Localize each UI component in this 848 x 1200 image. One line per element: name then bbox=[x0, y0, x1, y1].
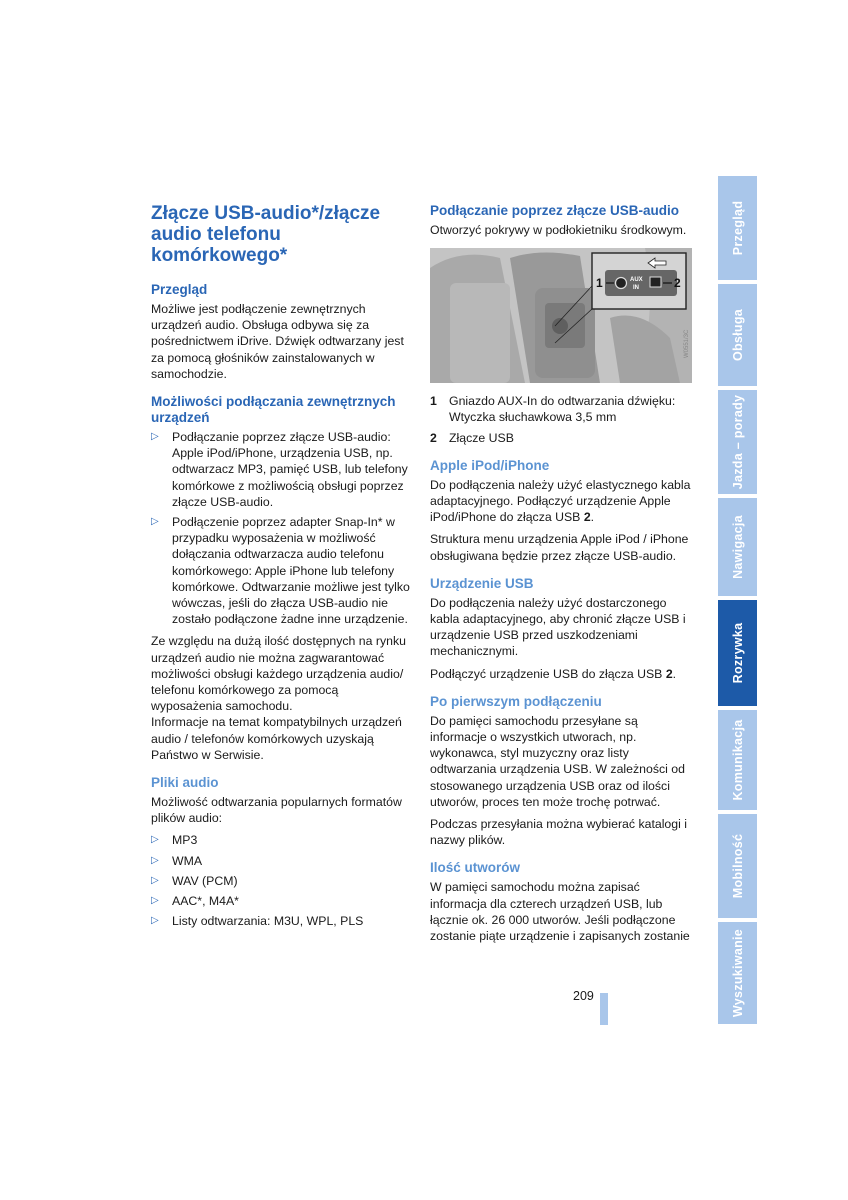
list-item: ▷ Listy odtwarzania: M3U, WPL, PLS bbox=[151, 914, 364, 929]
page-marker-bar bbox=[600, 993, 608, 1025]
apple-text-1: Do podłączenia należy użyć elastycznego kabla adaptacyjnego. Podłączyć urządzenie Apple iPod/iPhone do złącza USB 2. bbox=[430, 477, 691, 525]
tab-jazda-porady[interactable]: Jazda – porady bbox=[718, 390, 757, 494]
chapter-tabs bbox=[718, 176, 757, 1024]
left-column bbox=[151, 203, 411, 936]
figure-code: W0551/3C bbox=[684, 329, 690, 359]
list-item: ▷ WAV (PCM) bbox=[151, 873, 238, 888]
formats-list bbox=[151, 832, 411, 929]
list-item: ▷ Podłączanie poprzez złącze USB-audio: Apple iPod/iPhone, urządzenia USB, np. odtwarzacz MP3, pamięć USB, lub telefony komórkowe z możliwością obsługi poprzez złącze USB-audio. bbox=[151, 430, 408, 509]
list-item: 1 Gniazdo AUX-In do odtwarzania dźwięku: Wtyczka słuchawkowa 3,5 mm bbox=[430, 394, 676, 425]
usb-text-1: Do podłączenia należy użyć dostarczonego kabla adaptacyjnego, aby chronić złącze USB i urządzenie USB przed uszkodzeniami mechanicznymi. bbox=[430, 595, 686, 659]
right-column bbox=[430, 203, 692, 950]
options-heading: Możliwości podłączania zewnętrznych urządzeń bbox=[151, 394, 396, 426]
apple-text-2: Struktura menu urządzenia Apple iPod / iPhone obsługiwana będzie przez złącze USB-audio. bbox=[430, 532, 689, 563]
tab-rozrywka[interactable]: Rozrywka bbox=[718, 600, 757, 706]
first-connection-text-2: Podczas przesyłania można wybierać katalogi i nazwy plików. bbox=[430, 817, 687, 848]
triangle-bullet-icon: ▷ bbox=[151, 895, 159, 907]
compatibility-note: Ze względu na dużą ilość dostępnych na rynku urządzeń audio nie można zagwarantować możliwości obsługi każdego urządzenia audio/ telefonu komórkowego za pomocą wyposażenia samochodu. bbox=[151, 634, 406, 714]
in-label: IN bbox=[633, 285, 639, 292]
page-title: Złącze USB-audio*/złącze audio telefonu komórkowego* bbox=[151, 203, 381, 266]
list-item: ▷ AAC*, M4A* bbox=[151, 894, 239, 909]
triangle-bullet-icon: ▷ bbox=[151, 874, 159, 886]
overview-heading: Przegląd bbox=[151, 282, 208, 297]
armrest-figure bbox=[430, 248, 692, 383]
triangle-bullet-icon: ▷ bbox=[151, 915, 159, 927]
usb-heading: Urządzenie USB bbox=[430, 575, 534, 591]
overview-text: Możliwe jest podłączenie zewnętrznych urządzeń audio. Obsługa odbywa się za pośrednictwem iDrive. Dźwięk odtwarzany jest za pomocą głośników zainstalowanych w samochodzie. bbox=[151, 302, 404, 381]
triangle-bullet-icon: ▷ bbox=[151, 516, 159, 528]
list-item: ▷ MP3 bbox=[151, 833, 198, 848]
tab-komunikacja[interactable]: Komunikacja bbox=[718, 710, 757, 810]
armrest-illustration bbox=[430, 248, 692, 383]
aux-label: AUX bbox=[630, 277, 643, 284]
triangle-bullet-icon: ▷ bbox=[151, 431, 159, 443]
tab-mobilnosc[interactable]: Mobilność bbox=[718, 814, 757, 918]
first-connection-text-1: Do pamięci samochodu przesyłane są informacje o wszystkich utworach, np. wykonawca, styl muzyczny oraz listy odtwarzania urządzenia USB. W zależności od stosowanego urządzenia USB oraz od ilości utworów, proces ten może trochę potrwać. bbox=[430, 713, 685, 809]
tab-nawigacja[interactable]: Nawigacja bbox=[718, 498, 757, 596]
track-count-heading: Ilość utworów bbox=[430, 860, 521, 876]
usb-text-2: Podłączyć urządzenie USB do złącza USB 2. bbox=[430, 666, 677, 681]
list-item: 2 Złącze USB bbox=[430, 430, 514, 445]
page-number: 209 bbox=[573, 989, 594, 1003]
first-connection-heading: Po pierwszym podłączeniu bbox=[430, 693, 602, 709]
connect-text: Otworzyć pokrywy w podłokietniku środkowym. bbox=[430, 223, 687, 237]
callout-2: 2 bbox=[674, 276, 681, 291]
apple-heading: Apple iPod/iPhone bbox=[430, 457, 550, 473]
list-item: ▷ WMA bbox=[151, 853, 203, 868]
audio-files-heading: Pliki audio bbox=[151, 775, 219, 791]
tab-przeglad[interactable]: Przegląd bbox=[718, 176, 757, 280]
tab-obsluga[interactable]: Obsługa bbox=[718, 284, 757, 386]
connect-heading: Podłączanie poprzez złącze USB-audio bbox=[430, 203, 680, 218]
track-count-text: W pamięci samochodu można zapisać informacja dla czterech urządzeń USB, lub łącznie ok. 26 000 utworów. Jeśli podłączone zostanie piąte urządzenie i zapisanych zostanie bbox=[430, 880, 690, 944]
figure-legend bbox=[430, 393, 692, 446]
service-note: Informacje na temat kompatybilnych urządzeń audio / telefonów komórkowych uzyskają Państwo w Serwisie. bbox=[151, 715, 402, 762]
options-list bbox=[151, 429, 411, 627]
callout-1: 1 bbox=[596, 276, 603, 291]
audio-files-text: Możliwość odtwarzania popularnych formatów plików audio: bbox=[151, 795, 402, 826]
list-item: ▷ Podłączenie poprzez adapter Snap-In* w przypadku wyposażenia w możliwość dołączania odtwarzacza audio telefonu komórkowego: Apple iPhone lub telefony komórkowe. Odtwarzanie możliwe jest tylko wówczas, jeśli do złącza USB-audio nie zostało podłączone żadne inne urządzenie. bbox=[151, 515, 410, 627]
triangle-bullet-icon: ▷ bbox=[151, 854, 159, 866]
tab-wyszukiwanie[interactable]: Wyszukiwanie bbox=[718, 922, 757, 1024]
triangle-bullet-icon: ▷ bbox=[151, 834, 159, 846]
